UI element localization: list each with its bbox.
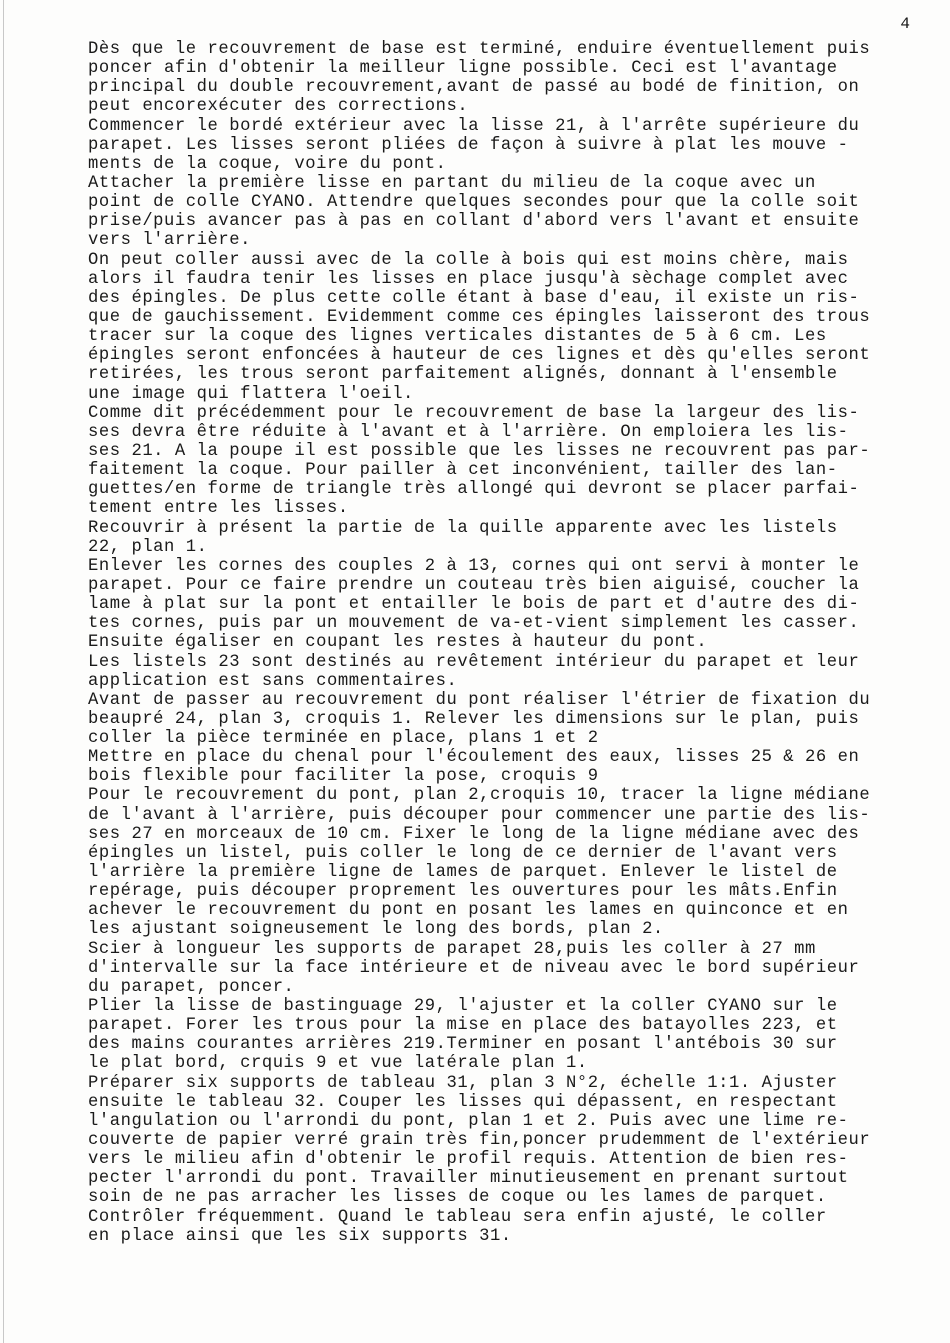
text-line: une image qui flattera l'oeil. [88, 384, 414, 404]
text-line: beaupré 24, plan 3, croquis 1. Relever les dimensions sur le plan, puis [88, 709, 860, 729]
text-line: guettes/en forme de triangle très allongé qui devront se placer parfai- [88, 480, 860, 500]
text-line: épingles un listel, puis coller le long de ce dernier de l'avant vers [88, 843, 838, 863]
text-line: On peut coller aussi avec de la colle à bois qui est moins chère, mais [88, 250, 849, 270]
text-line: Commencer le bordé extérieur avec la lisse 21, à l'arrête supérieure du [88, 116, 860, 136]
text-line: Comme dit précédemment pour le recouvrement de base la largeur des lis- [88, 403, 860, 423]
page-number: 4 [900, 15, 910, 33]
text-line: Pour le recouvrement du pont, plan 2,croquis 10, tracer la ligne médiane [88, 786, 871, 806]
text-line: achever le recouvrement du pont en posant les lames en quinconce et en [88, 901, 849, 921]
text-line: ses devra être réduite à l'avant et à l'arrière. On emploiera les lis- [88, 422, 849, 442]
text-line: que de gauchissement. Evidemment comme ces épingles laisseront des trous [88, 307, 871, 327]
text-line: repérage, puis découper proprement les ouvertures pour les mâts.Enfin [88, 882, 838, 902]
text-line: peut encorexécuter des corrections. [88, 97, 469, 117]
text-line: tement entre les lisses. [88, 499, 349, 519]
text-line: Enlever les cornes des couples 2 à 13, cornes qui ont servi à monter le [88, 556, 860, 576]
text-line: parapet. Forer les trous pour la mise en place des batayolles 223, et [88, 1016, 838, 1036]
text-line: ensuite le tableau 32. Couper les lisses qui dépassent, en respectant [88, 1092, 838, 1112]
text-line: Plier la lisse de bastinguage 29, l'ajuster et la coller CYANO sur le [88, 997, 838, 1017]
text-line: application est sans commentaires. [88, 671, 458, 691]
text-line: Avant de passer au recouvrement du pont réaliser l'étrier de fixation du [88, 690, 871, 710]
text-line: pecter l'arrondi du pont. Travailler minutieusement en prenant surtout [88, 1169, 849, 1189]
text-line: Les listels 23 sont destinés au revêtement intérieur du parapet et leur [88, 652, 860, 672]
text-line: parapet. Pour ce faire prendre un couteau très bien aiguisé, coucher la [88, 575, 860, 595]
text-line: le plat bord, crquis 9 et vue latérale plan 1. [88, 1054, 588, 1074]
text-line: vers l'arrière. [88, 231, 251, 251]
text-line: tes cornes, puis par un mouvement de va-et-vient simplement les casser. [88, 614, 860, 634]
text-line: retirées, les trous seront parfaitement alignés, donnant à l'ensemble [88, 365, 838, 385]
text-line: d'intervalle sur la face intérieure et de niveau avec le bord supérieur [88, 958, 860, 978]
body-text [88, 40, 923, 1246]
text-line: Contrôler fréquemment. Quand le tableau sera enfin ajusté, le coller [88, 1207, 827, 1227]
text-line: épingles seront enfoncées à hauteur de ces lignes et dès qu'elles seront [88, 346, 871, 366]
text-line: bois flexible pour faciliter la pose, croquis 9 [88, 767, 599, 787]
text-line: du parapet, poncer. [88, 977, 295, 997]
text-line: Attacher la première lisse en partant du milieu de la coque avec un [88, 173, 816, 193]
text-line: les ajustant soigneusement le long des bords, plan 2. [88, 920, 664, 940]
text-line: l'angulation ou l'arrondi du pont, plan 1 et 2. Puis avec une lime re- [88, 1111, 849, 1131]
text-line: ses 21. A la poupe il est possible que les lisses ne recouvrent pas par- [88, 441, 871, 461]
text-line: soin de ne pas arracher les lisses de coque ou les lames de parquet. [88, 1188, 827, 1208]
text-line: Dès que le recouvrement de base est terminé, enduire éventuellement puis [88, 40, 871, 59]
text-line: de l'avant à l'arrière, puis découper pour commencer une partie des lis- [88, 805, 871, 825]
text-line: des épingles. De plus cette colle étant à base d'eau, il existe un ris- [88, 288, 860, 308]
text-line: vers le milieu afin d'obtenir le profil requis. Attention de bien res- [88, 1150, 849, 1170]
text-line: poncer afin d'obtenir la meilleur ligne possible. Ceci est l'avantage [88, 59, 838, 79]
text-line: ments de la coque, voire du pont. [88, 154, 447, 174]
text-line: en place ainsi que les six supports 31. [88, 1226, 512, 1246]
text-line: Scier à longueur les supports de parapet 28,puis les coller à 27 mm [88, 939, 816, 959]
text-line: principal du double recouvrement,avant de passé au bodé de finition, on [88, 78, 860, 98]
text-line: couverte de papier verré grain très fin,poncer prudemment de l'extérieur [88, 1131, 871, 1151]
scan-edge-line [3, 0, 4, 1343]
text-line: prise/puis avancer pas à pas en collant d'abord vers l'avant et ensuite [88, 212, 860, 232]
text-line: Ensuite égaliser en coupant les restes à hauteur du pont. [88, 633, 708, 653]
text-line: point de colle CYANO. Attendre quelques secondes pour que la colle soit [88, 193, 860, 213]
text-line: coller la pièce terminée en place, plans 1 et 2 [88, 729, 599, 749]
text-line: alors il faudra tenir les lisses en place jusqu'à sèchage complet avec [88, 269, 849, 289]
text-line: 22, plan 1. [88, 537, 208, 557]
text-line: faitement la coque. Pour pailler à cet inconvénient, tailler des lan- [88, 461, 838, 481]
text-line: Recouvrir à présent la partie de la quille apparente avec les listels [88, 518, 838, 538]
text-line: tracer sur la coque des lignes verticales distantes de 5 à 6 cm. Les [88, 327, 827, 347]
text-line: lame à plat sur la pont et entailler le bois de part et d'autre des di- [88, 595, 860, 615]
text-line: Mettre en place du chenal pour l'écoulement des eaux, lisses 25 & 26 en [88, 748, 860, 768]
text-line: des mains courantes arrières 219.Terminer en posant l'antébois 30 sur [88, 1035, 838, 1055]
text-line: Préparer six supports de tableau 31, plan 3 N°2, échelle 1:1. Ajuster [88, 1073, 838, 1093]
text-line: parapet. Les lisses seront pliées de façon à suivre à plat les mouve - [88, 135, 849, 155]
text-line: l'arrière la première ligne de lames de parquet. Enlever le listel de [88, 863, 838, 883]
text-line: ses 27 en morceaux de 10 cm. Fixer le long de la ligne médiane avec des [88, 824, 860, 844]
